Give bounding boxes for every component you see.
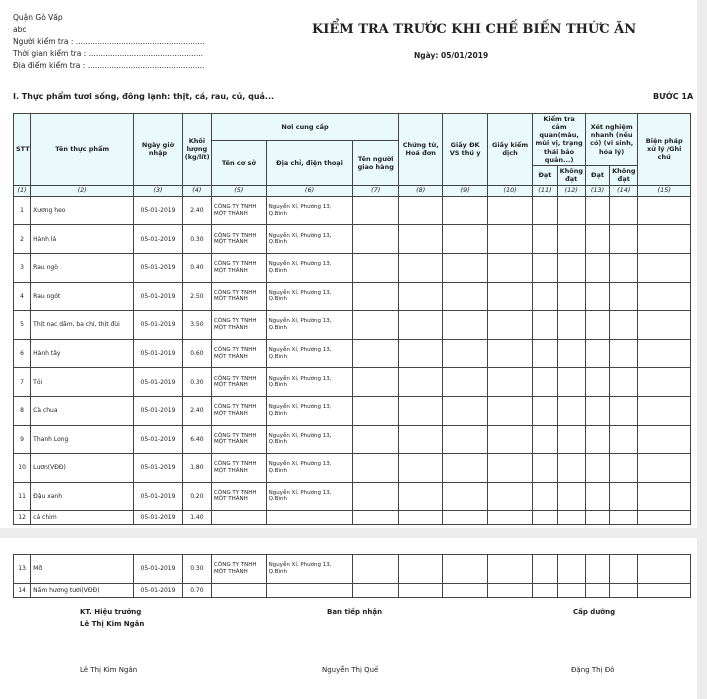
table-row — [14, 511, 691, 525]
row-lab-pass — [585, 196, 609, 225]
column-index: (15) — [638, 185, 691, 196]
row-food: Thịt nạc dăm, ba chỉ, thịt đùi — [31, 311, 134, 340]
header-lab-pass: Đạt — [585, 165, 609, 185]
column-index: (11) — [533, 185, 557, 196]
row-vet — [443, 454, 487, 483]
row-quarantine — [487, 584, 532, 598]
row-vet — [443, 253, 487, 282]
row-sensory-pass — [533, 396, 557, 425]
row-weight: 0.60 — [182, 339, 211, 368]
row-time: 05-01-2019 — [134, 339, 183, 368]
row-vet — [443, 511, 487, 525]
row-facility: CÔNG TY TNHH MỘT THÀNH — [212, 482, 267, 511]
row-vet — [443, 368, 487, 397]
column-index: (6) — [266, 185, 353, 196]
row-invoice — [398, 311, 442, 340]
row-lab-fail — [610, 253, 638, 282]
table-row — [14, 339, 691, 368]
place-dots: ................................................. — [87, 61, 205, 70]
row-quarantine — [487, 555, 532, 584]
row-measures — [638, 482, 691, 511]
row-deliverer — [353, 396, 398, 425]
row-sensory-pass — [533, 225, 557, 254]
row-food: cá chim — [31, 511, 134, 525]
row-lab-fail — [610, 584, 638, 598]
row-deliverer — [353, 225, 398, 254]
row-measures — [638, 425, 691, 454]
row-lab-fail — [610, 196, 638, 225]
header-stt: STT — [14, 114, 31, 186]
row-address: Nguyễn Xí, Phường 13, Q.Bình — [266, 311, 353, 340]
column-index: (1) — [14, 185, 31, 196]
row-food: Thanh Long — [31, 425, 134, 454]
row-time: 05-01-2019 — [134, 282, 183, 311]
row-time: 05-01-2019 — [134, 454, 183, 483]
row-quarantine — [487, 454, 532, 483]
row-stt: 2 — [14, 225, 31, 254]
row-lab-pass — [585, 511, 609, 525]
row-measures — [638, 339, 691, 368]
row-sensory-pass — [533, 584, 557, 598]
receiver-title: Ban tiếp nhận — [327, 608, 383, 616]
row-stt: 12 — [14, 511, 31, 525]
row-invoice — [398, 253, 442, 282]
cook-title: Cấp dưỡng — [573, 608, 616, 616]
row-quarantine — [487, 196, 532, 225]
time-dots: ................................................ — [88, 49, 204, 58]
step-label: BƯỚC 1A — [653, 92, 694, 101]
table-row — [14, 482, 691, 511]
row-lab-pass — [585, 311, 609, 340]
table-row — [14, 454, 691, 483]
row-deliverer — [353, 368, 398, 397]
table-row — [14, 396, 691, 425]
row-stt: 14 — [14, 584, 31, 598]
page-title: KIỂM TRA TRƯỚC KHI CHẾ BIẾN THỨC ĂN — [312, 22, 637, 37]
row-facility: CÔNG TY TNHH MỘT THÀNH — [212, 368, 267, 397]
header-vet: Giấy ĐK VS thú y — [443, 114, 487, 186]
row-invoice — [398, 225, 442, 254]
header-sensory-fail: Không đạt — [557, 165, 585, 185]
row-time: 05-01-2019 — [134, 253, 183, 282]
row-weight: 2.40 — [182, 196, 211, 225]
row-weight: 0.40 — [182, 253, 211, 282]
row-lab-pass — [585, 482, 609, 511]
row-measures — [638, 368, 691, 397]
row-food: Rau ngò — [31, 253, 134, 282]
row-time: 05-01-2019 — [134, 584, 183, 598]
row-measures — [638, 225, 691, 254]
inspection-table-continued — [13, 554, 691, 598]
header-weight: Khối lượng (kg/lít) — [182, 114, 211, 186]
header-lab: Xét nghiệm nhanh (nếu có) (vi sinh, hóa lý) — [585, 114, 638, 166]
row-quarantine — [487, 482, 532, 511]
row-invoice — [398, 511, 442, 525]
row-sensory-pass — [533, 253, 557, 282]
row-food: Rau ngót — [31, 282, 134, 311]
row-food: Xương heo — [31, 196, 134, 225]
row-weight: 0.30 — [182, 368, 211, 397]
row-address: Nguyễn Xí, Phường 13, Q.Bình — [266, 454, 353, 483]
row-stt: 6 — [14, 339, 31, 368]
row-invoice — [398, 555, 442, 584]
header-address: Địa chỉ, điện thoại — [266, 141, 353, 186]
time-label: Thời gian kiểm tra : — [13, 49, 87, 58]
row-weight: 0.30 — [182, 225, 211, 254]
row-stt: 4 — [14, 282, 31, 311]
header-sensory: Kiểm tra cảm quan(màu, mùi vị, trạng thái bảo quản...) — [533, 114, 586, 166]
table-row — [14, 368, 691, 397]
row-deliverer — [353, 454, 398, 483]
row-lab-pass — [585, 339, 609, 368]
inspector-row — [13, 37, 205, 46]
row-vet — [443, 555, 487, 584]
row-time: 05-01-2019 — [134, 196, 183, 225]
row-weight: 6.40 — [182, 425, 211, 454]
row-deliverer — [353, 311, 398, 340]
district: Quận Gò Vấp — [13, 13, 63, 22]
row-deliverer — [353, 584, 398, 598]
row-stt: 8 — [14, 396, 31, 425]
inspector-label: Người kiểm tra : — [13, 37, 74, 46]
row-sensory-fail — [557, 253, 585, 282]
row-address: Nguyễn Xí, Phường 13, Q.Bình — [266, 253, 353, 282]
row-time: 05-01-2019 — [134, 555, 183, 584]
row-lab-fail — [610, 425, 638, 454]
table-row — [14, 282, 691, 311]
row-lab-pass — [585, 282, 609, 311]
table-row — [14, 253, 691, 282]
unit-name: abc — [13, 25, 27, 34]
row-time: 05-01-2019 — [134, 425, 183, 454]
row-quarantine — [487, 225, 532, 254]
column-index: (13) — [585, 185, 609, 196]
principal-name-top: Lê Thị Kim Ngân — [80, 620, 145, 628]
row-lab-fail — [610, 225, 638, 254]
row-weight: 0.70 — [182, 584, 211, 598]
header-food: Tên thực phẩm — [31, 114, 134, 186]
place-row — [13, 61, 205, 70]
row-quarantine — [487, 253, 532, 282]
row-food: Tỏi — [31, 368, 134, 397]
row-lab-fail — [610, 454, 638, 483]
row-quarantine — [487, 339, 532, 368]
row-sensory-pass — [533, 511, 557, 525]
row-measures — [638, 196, 691, 225]
row-invoice — [398, 396, 442, 425]
row-facility: CÔNG TY TNHH MỘT THÀNH — [212, 425, 267, 454]
column-index: (2) — [31, 185, 134, 196]
row-sensory-pass — [533, 339, 557, 368]
row-vet — [443, 584, 487, 598]
row-sensory-fail — [557, 368, 585, 397]
row-food: Đậu xanh — [31, 482, 134, 511]
row-lab-fail — [610, 368, 638, 397]
row-invoice — [398, 454, 442, 483]
row-food: Hành lá — [31, 225, 134, 254]
column-index: (9) — [443, 185, 487, 196]
table-row — [14, 425, 691, 454]
column-index: (3) — [134, 185, 183, 196]
row-stt: 9 — [14, 425, 31, 454]
row-time: 05-01-2019 — [134, 368, 183, 397]
row-address: Nguyễn Xí, Phường 13, Q.Bình — [266, 425, 353, 454]
row-weight: 1.40 — [182, 511, 211, 525]
row-vet — [443, 196, 487, 225]
row-sensory-fail — [557, 425, 585, 454]
column-index: (14) — [610, 185, 638, 196]
header-deliverer: Tên người giao hàng — [353, 141, 398, 186]
row-quarantine — [487, 368, 532, 397]
row-lab-fail — [610, 396, 638, 425]
report-date: Ngày: 05/01/2019 — [414, 51, 489, 60]
row-quarantine — [487, 425, 532, 454]
cook-name: Đặng Thị Đô — [571, 666, 615, 674]
place-label: Địa điểm kiểm tra : — [13, 61, 86, 70]
table-row — [14, 196, 691, 225]
row-sensory-fail — [557, 584, 585, 598]
row-lab-pass — [585, 396, 609, 425]
row-measures — [638, 454, 691, 483]
row-weight: 3.50 — [182, 311, 211, 340]
row-lab-fail — [610, 339, 638, 368]
row-lab-fail — [610, 555, 638, 584]
header-sensory-pass: Đạt — [533, 165, 557, 185]
row-sensory-fail — [557, 339, 585, 368]
row-measures — [638, 555, 691, 584]
row-time: 05-01-2019 — [134, 511, 183, 525]
row-measures — [638, 311, 691, 340]
row-invoice — [398, 425, 442, 454]
row-food: Lươn(VĐĐ) — [31, 454, 134, 483]
row-sensory-fail — [557, 482, 585, 511]
column-index: (5) — [212, 185, 267, 196]
row-sensory-fail — [557, 225, 585, 254]
time-row — [13, 49, 203, 58]
row-sensory-fail — [557, 196, 585, 225]
row-vet — [443, 311, 487, 340]
row-address: Nguyễn Xí, Phường 13, Q.Bình — [266, 339, 353, 368]
row-lab-fail — [610, 511, 638, 525]
row-facility: CÔNG TY TNHH MỘT THÀNH — [212, 225, 267, 254]
row-deliverer — [353, 253, 398, 282]
row-deliverer — [353, 555, 398, 584]
row-stt: 13 — [14, 555, 31, 584]
row-sensory-pass — [533, 425, 557, 454]
row-stt: 3 — [14, 253, 31, 282]
row-lab-fail — [610, 282, 638, 311]
row-measures — [638, 396, 691, 425]
row-lab-pass — [585, 584, 609, 598]
row-food: Nấm hương tươi(VĐĐ) — [31, 584, 134, 598]
row-quarantine — [487, 282, 532, 311]
header-time: Ngày giờ nhập — [134, 114, 183, 186]
row-food: Cà chua — [31, 396, 134, 425]
principal-title: KT. Hiệu trưởng — [80, 608, 142, 616]
column-index: (12) — [557, 185, 585, 196]
row-lab-pass — [585, 253, 609, 282]
row-weight: 0.30 — [182, 555, 211, 584]
column-index: (7) — [353, 185, 398, 196]
row-lab-fail — [610, 482, 638, 511]
row-time: 05-01-2019 — [134, 225, 183, 254]
row-lab-fail — [610, 311, 638, 340]
header-supplier: Nơi cung cấp — [212, 114, 399, 141]
row-deliverer — [353, 482, 398, 511]
column-index: (10) — [487, 185, 532, 196]
row-invoice — [398, 282, 442, 311]
row-deliverer — [353, 196, 398, 225]
row-sensory-pass — [533, 282, 557, 311]
row-quarantine — [487, 396, 532, 425]
header-lab-fail: Không đạt — [610, 165, 638, 185]
row-sensory-fail — [557, 454, 585, 483]
row-sensory-pass — [533, 482, 557, 511]
row-address: Nguyễn Xí, Phường 13, Q.Bình — [266, 555, 353, 584]
row-vet — [443, 396, 487, 425]
row-address: Nguyễn Xí, Phường 13, Q.Bình — [266, 482, 353, 511]
row-sensory-fail — [557, 282, 585, 311]
header-measures: Biện pháp xử lý /Ghi chú — [638, 114, 691, 186]
row-sensory-fail — [557, 511, 585, 525]
row-facility: CÔNG TY TNHH MỘT THÀNH — [212, 396, 267, 425]
row-address — [266, 584, 353, 598]
row-sensory-pass — [533, 311, 557, 340]
row-weight: 1.80 — [182, 454, 211, 483]
row-invoice — [398, 482, 442, 511]
row-food: Hành tây — [31, 339, 134, 368]
report-page-2 — [0, 538, 697, 699]
row-weight: 0.20 — [182, 482, 211, 511]
principal-name: Lê Thị Kim Ngân — [80, 666, 138, 674]
row-address — [266, 511, 353, 525]
row-facility — [212, 584, 267, 598]
row-vet — [443, 425, 487, 454]
row-address: Nguyễn Xí, Phường 13, Q.Bình — [266, 282, 353, 311]
row-facility: CÔNG TY TNHH MỘT THÀNH — [212, 555, 267, 584]
row-facility: CÔNG TY TNHH MỘT THÀNH — [212, 454, 267, 483]
row-address: Nguyễn Xí, Phường 13, Q.Bình — [266, 196, 353, 225]
row-measures — [638, 282, 691, 311]
row-lab-pass — [585, 454, 609, 483]
row-quarantine — [487, 511, 532, 525]
row-invoice — [398, 196, 442, 225]
row-stt: 7 — [14, 368, 31, 397]
row-vet — [443, 282, 487, 311]
row-vet — [443, 339, 487, 368]
row-vet — [443, 225, 487, 254]
row-facility: CÔNG TY TNHH MỘT THÀNH — [212, 311, 267, 340]
row-facility — [212, 511, 267, 525]
row-quarantine — [487, 311, 532, 340]
row-facility: CÔNG TY TNHH MỘT THÀNH — [212, 282, 267, 311]
row-weight: 2.40 — [182, 396, 211, 425]
column-index: (4) — [182, 185, 211, 196]
row-time: 05-01-2019 — [134, 482, 183, 511]
row-invoice — [398, 368, 442, 397]
receiver-name: Nguyễn Thị Quế — [322, 666, 379, 674]
row-address: Nguyễn Xí, Phường 13, Q.Bình — [266, 225, 353, 254]
row-deliverer — [353, 425, 398, 454]
row-stt: 10 — [14, 454, 31, 483]
row-sensory-fail — [557, 311, 585, 340]
row-sensory-fail — [557, 396, 585, 425]
row-facility: CÔNG TY TNHH MỘT THÀNH — [212, 253, 267, 282]
row-sensory-pass — [533, 368, 557, 397]
column-index: (8) — [398, 185, 442, 196]
row-time: 05-01-2019 — [134, 396, 183, 425]
column-index-row — [14, 185, 691, 196]
row-invoice — [398, 584, 442, 598]
table-row — [14, 311, 691, 340]
row-address: Nguyễn Xí, Phường 13, Q.Bình — [266, 396, 353, 425]
row-deliverer — [353, 339, 398, 368]
section-heading: I. Thực phẩm tươi sống, đông lạnh: thịt, cá, rau, củ, quả... — [13, 92, 275, 101]
row-stt: 11 — [14, 482, 31, 511]
header-quarantine: Giấy kiểm dịch — [487, 114, 532, 186]
row-lab-pass — [585, 425, 609, 454]
row-sensory-pass — [533, 454, 557, 483]
row-lab-pass — [585, 555, 609, 584]
row-facility: CÔNG TY TNHH MỘT THÀNH — [212, 196, 267, 225]
table-row — [14, 555, 691, 584]
row-sensory-pass — [533, 555, 557, 584]
row-vet — [443, 482, 487, 511]
row-sensory-pass — [533, 196, 557, 225]
row-stt: 1 — [14, 196, 31, 225]
row-sensory-fail — [557, 555, 585, 584]
row-weight: 2.50 — [182, 282, 211, 311]
table-row — [14, 225, 691, 254]
row-stt: 5 — [14, 311, 31, 340]
inspection-table — [13, 113, 691, 525]
row-measures — [638, 511, 691, 525]
row-invoice — [398, 339, 442, 368]
row-measures — [638, 584, 691, 598]
row-measures — [638, 253, 691, 282]
row-food: Mỡ — [31, 555, 134, 584]
inspector-dots: ...................................................... — [75, 37, 205, 46]
header-invoice: Chứng từ, Hoá đơn — [398, 114, 442, 186]
row-deliverer — [353, 511, 398, 525]
row-lab-pass — [585, 368, 609, 397]
table-row — [14, 584, 691, 598]
row-lab-pass — [585, 225, 609, 254]
header-facility: Tên cơ sở — [212, 141, 267, 186]
row-facility: CÔNG TY TNHH MỘT THÀNH — [212, 339, 267, 368]
row-time: 05-01-2019 — [134, 311, 183, 340]
row-deliverer — [353, 282, 398, 311]
row-address: Nguyễn Xí, Phường 13, Q.Bình — [266, 368, 353, 397]
